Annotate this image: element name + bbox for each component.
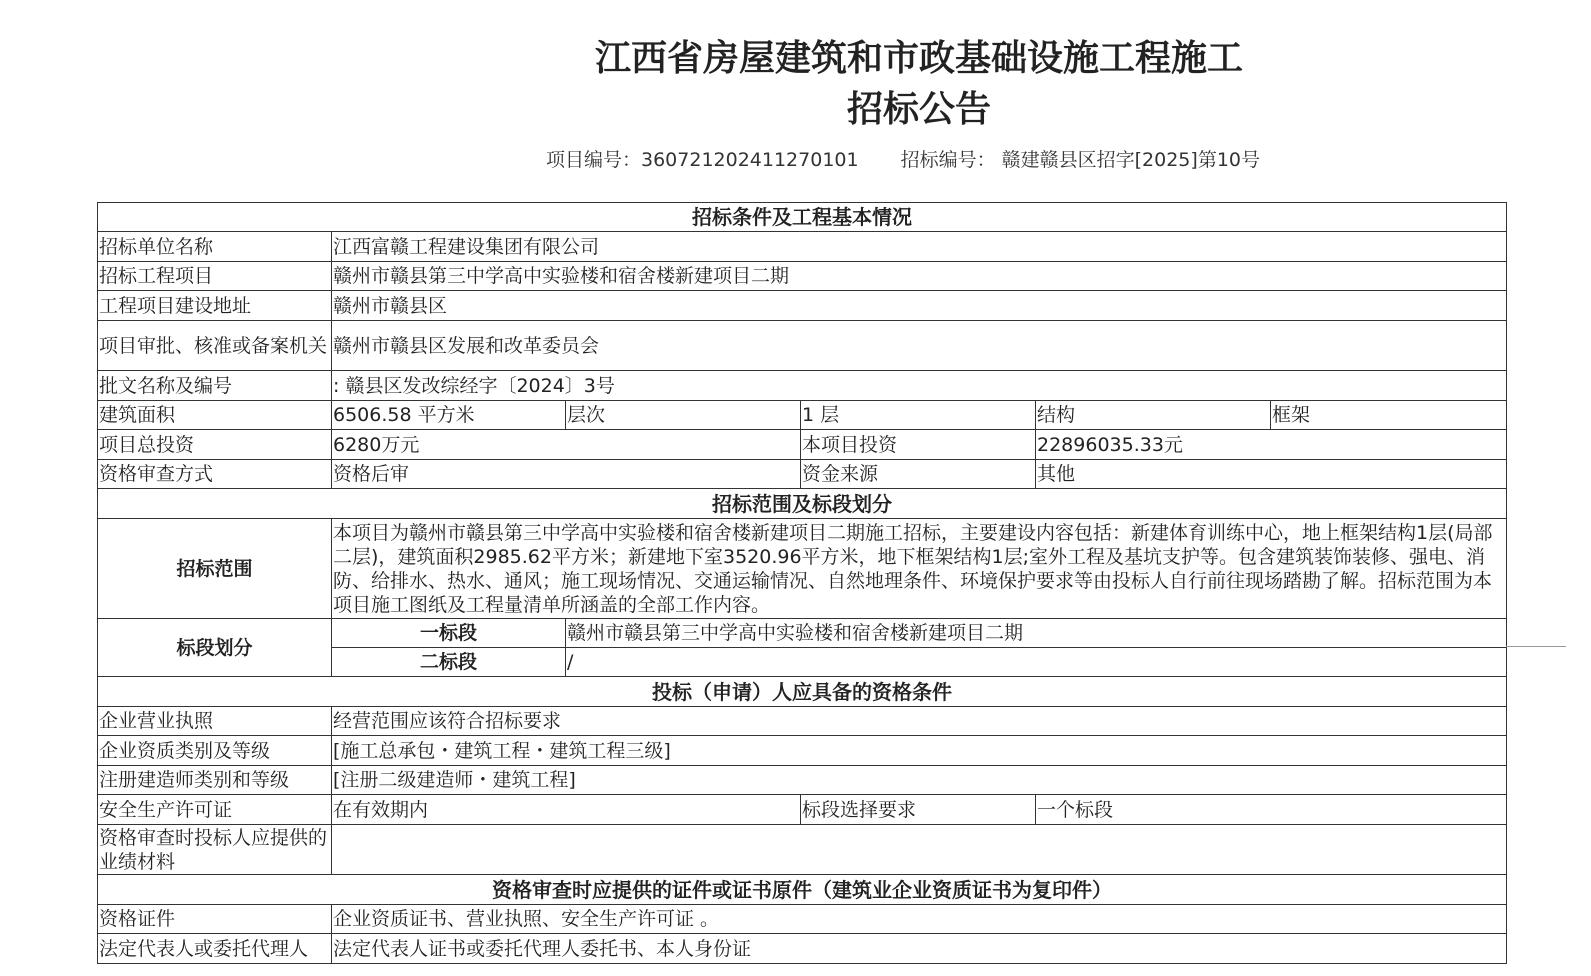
lot1-value: 赣州市赣县第三中学高中实验楼和宿舍楼新建项目二期 (566, 619, 1507, 648)
lot1-label: 一标段 (332, 619, 566, 648)
table-row (98, 707, 1507, 736)
approval-value: 赣州市赣县区发展和改革委员会 (332, 321, 1507, 371)
fund-source-value: 其他 (1036, 460, 1507, 489)
section-title-certificates: 资格审查时应提供的证件或证书原件（建筑业企业资质证书为复印件） (98, 875, 1507, 905)
table-row (98, 232, 1507, 262)
structure-value: 框架 (1271, 401, 1507, 430)
table-row (98, 766, 1507, 795)
unit-value: 江西富赣工程建设集团有限公司 (332, 232, 1507, 262)
floors-label: 层次 (566, 401, 801, 430)
section-title-qualification: 投标（申请）人应具备的资格条件 (98, 677, 1507, 707)
cert-value: 企业资质证书、营业执照、安全生产许可证 。 (332, 905, 1507, 934)
this-investment-value: 22896035.33元 (1036, 430, 1507, 460)
review-method-value: 资格后审 (332, 460, 801, 489)
table-row (98, 262, 1507, 291)
table-row (98, 905, 1507, 934)
table-row (98, 619, 1507, 648)
address-label: 工程项目建设地址 (98, 291, 332, 321)
safety-value: 在有效期内 (332, 795, 801, 825)
table-row (98, 460, 1507, 489)
lot2-value: / (566, 648, 1507, 677)
doc-value: : 赣县区发改综经字〔2024〕3号 (332, 371, 1507, 401)
bid-code: 招标编号： 赣建赣县区招字[2025]第10号 (900, 149, 1260, 171)
license-label: 企业营业执照 (98, 707, 332, 736)
table-row (98, 371, 1507, 401)
table-row (98, 934, 1507, 964)
table-row (98, 825, 1507, 875)
section-title-scope: 招标范围及标段划分 (98, 489, 1507, 519)
table-row (98, 795, 1507, 825)
project-value: 赣州市赣县第三中学高中实验楼和宿舍楼新建项目二期 (332, 262, 1507, 291)
structure-label: 结构 (1036, 401, 1271, 430)
total-investment-value: 6280万元 (332, 430, 801, 460)
section-title-basic: 招标条件及工程基本情况 (98, 203, 1507, 232)
lot-requirement-label: 标段选择要求 (801, 795, 1036, 825)
section-header-certificates (98, 875, 1507, 905)
fund-source-label: 资金来源 (801, 460, 1036, 489)
section-header-basic (98, 203, 1507, 232)
floors-value: 1 层 (801, 401, 1036, 430)
scope-label: 招标范围 (98, 519, 332, 619)
section-header-qualification (98, 677, 1507, 707)
table-row (98, 291, 1507, 321)
page-title-line2: 招标公告 (846, 89, 991, 130)
unit-label: 招标单位名称 (98, 232, 332, 262)
grade-label: 企业资质类别及等级 (98, 736, 332, 766)
this-investment-label: 本项目投资 (801, 430, 1036, 460)
address-value: 赣州市赣县区 (332, 291, 1507, 321)
grade-value: [施工总承包・建筑工程・建筑工程三级] (332, 736, 1507, 766)
review-method-label: 资格审查方式 (98, 460, 332, 489)
approval-label: 项目审批、核准或备案机关 (98, 321, 332, 371)
table-row (98, 401, 1507, 430)
project-label: 招标工程项目 (98, 262, 332, 291)
table-row (98, 321, 1507, 371)
table-row (98, 519, 1507, 619)
area-value: 6506.58 平方米 (332, 401, 566, 430)
code-line (546, 146, 1260, 174)
page-title-line1: 江西省房屋建筑和市政基础设施工程施工 (594, 38, 1243, 79)
license-value: 经营范围应该符合招标要求 (332, 707, 1507, 736)
builder-label: 注册建造师类别和等级 (98, 766, 332, 795)
scope-text: 本项目为赣州市赣县第三中学高中实验楼和宿舍楼新建项目二期施工招标，主要建设内容包括：新建体育训练中心，地上框架结构1层(局部二层)，建筑面积2985.62平方米；新建地下室3520.96平方米，地下框架结构1层;室外工程及基坑支护等。包含建筑装饰装修、强电、消防、给排水、热水、通风；施工现场情况、交通运输情况、自然地理条件、环境保护要求等由投标人自行前往现场踏勘了解。招标范围为本项目施工图纸及工程量清单所涵盖的全部工作内容。 (332, 519, 1507, 619)
notice-table (97, 202, 1507, 964)
builder-value: [注册二级建造师・建筑工程] (332, 766, 1507, 795)
total-investment-label: 项目总投资 (98, 430, 332, 460)
safety-label: 安全生产许可证 (98, 795, 332, 825)
doc-label: 批文名称及编号 (98, 371, 332, 401)
performance-label: 资格审查时投标人应提供的业绩材料 (98, 825, 332, 875)
lot2-label: 二标段 (332, 648, 566, 677)
representative-label: 法定代表人或委托代理人 (98, 934, 332, 964)
project-code: 项目编号：360721202411270101 (546, 149, 859, 171)
lot-requirement-value: 一个标段 (1036, 795, 1507, 825)
table-row (98, 736, 1507, 766)
area-label: 建筑面积 (98, 401, 332, 430)
performance-value (332, 825, 1507, 875)
table-row (98, 430, 1507, 460)
row-overflow-line (1506, 646, 1566, 647)
section-header-scope (98, 489, 1507, 519)
representative-value: 法定代表人证书或委托代理人委托书、本人身份证 (332, 934, 1507, 964)
cert-label: 资格证件 (98, 905, 332, 934)
lot-division-label: 标段划分 (98, 619, 332, 677)
